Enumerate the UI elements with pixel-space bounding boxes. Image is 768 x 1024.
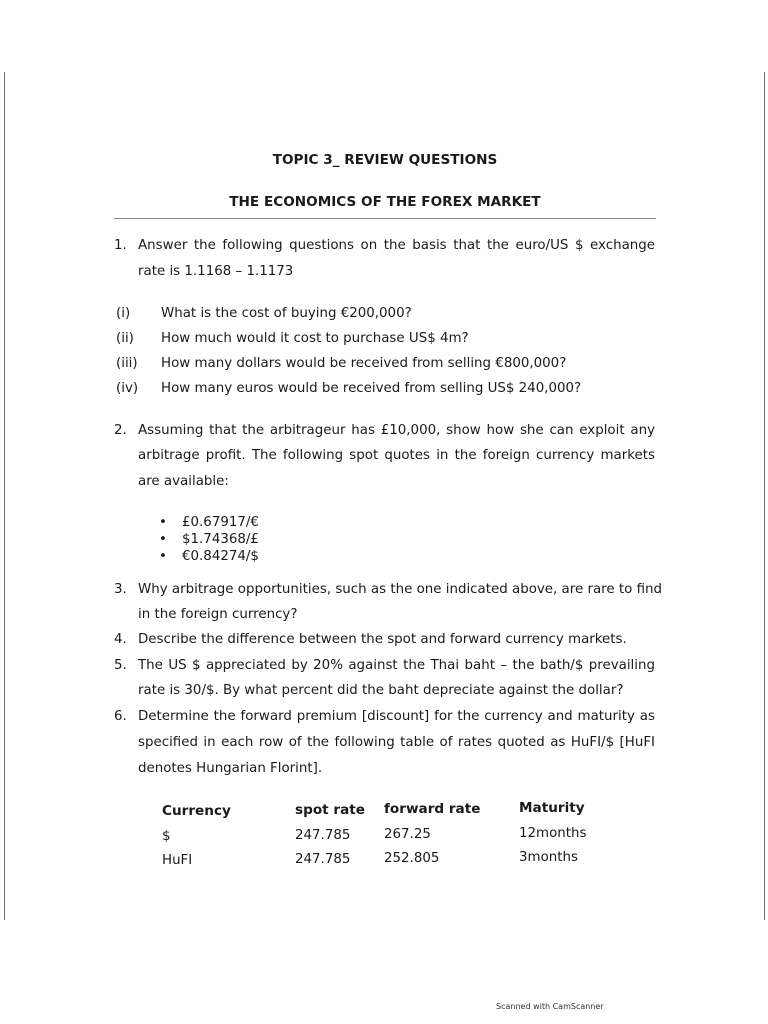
table-cell: $ [162, 829, 171, 844]
sub-question-text: How much would it cost to purchase US$ 4m? [161, 331, 469, 346]
table-cell: 247.785 [295, 852, 351, 867]
question-text-line: specified in each row of the following table of rates quoted as HuFI/$ [HuFI [138, 735, 655, 750]
question-text-line: rate is 30/$. By what percent did the baht depreciate against the dollar? [138, 683, 624, 698]
question-number: 6. [114, 709, 127, 724]
page-edge-right [764, 72, 765, 920]
bullet-icon: • [159, 532, 167, 547]
question-text-line: Determine the forward premium [discount] for the currency and maturity as [138, 709, 655, 724]
page-title: TOPIC 3_ REVIEW QUESTIONS [272, 152, 498, 168]
question-number: 1. [114, 238, 127, 253]
question-number: 3. [114, 582, 127, 597]
sub-question-text: How many euros would be received from selling US$ 240,000? [161, 381, 582, 396]
sub-question-label: (i) [116, 306, 131, 321]
scanner-watermark: Scanned with CamScanner [496, 1002, 604, 1011]
title-divider [114, 218, 656, 219]
question-text-line: Why arbitrage opportunities, such as the one indicated above, are rare to find [138, 582, 663, 597]
question-text-line: rate is 1.1168 – 1.1173 [138, 264, 294, 279]
question-text-line: in the foreign currency? [138, 607, 298, 622]
page-subtitle: THE ECONOMICS OF THE FOREX MARKET [229, 194, 541, 210]
question-text-line: Assuming that the arbitrageur has £10,000, show how she can exploit any [138, 423, 655, 438]
column-header: Maturity [519, 800, 585, 816]
table-cell: 252.805 [384, 851, 440, 866]
question-text-line: Describe the difference between the spot and forward currency markets. [138, 632, 627, 647]
sub-question-label: (iii) [116, 356, 138, 371]
sub-question-text: What is the cost of buying €200,000? [161, 306, 412, 321]
question-text-line: denotes Hungarian Florint]. [138, 761, 323, 776]
question-text-line: Answer the following questions on the basis that the euro/US $ exchange [138, 238, 655, 253]
page-edge-left [4, 72, 5, 920]
column-header: spot rate [295, 802, 365, 818]
bullet-icon: • [159, 549, 167, 564]
table-cell: HuFI [162, 853, 193, 868]
table-cell: 247.785 [295, 828, 351, 843]
column-header: Currency [162, 803, 231, 819]
table-cell: 3months [519, 850, 578, 865]
question-text-line: are available: [138, 474, 229, 489]
spot-quote: €0.84274/$ [182, 549, 259, 564]
table-cell: 267.25 [384, 827, 431, 842]
column-header: forward rate [384, 801, 481, 817]
question-number: 4. [114, 632, 127, 647]
question-number: 5. [114, 658, 127, 673]
question-text-line: arbitrage profit. The following spot quotes in the foreign currency markets [138, 448, 655, 463]
table-cell: 12months [519, 826, 587, 841]
question-text-line: The US $ appreciated by 20% against the Thai baht – the bath/$ prevailing [138, 658, 655, 673]
spot-quote: $1.74368/£ [182, 532, 259, 547]
question-number: 2. [114, 423, 127, 438]
sub-question-text: How many dollars would be received from selling €800,000? [161, 356, 567, 371]
sub-question-label: (iv) [116, 381, 139, 396]
bullet-icon: • [159, 515, 167, 530]
sub-question-label: (ii) [116, 331, 134, 346]
spot-quote: £0.67917/€ [182, 515, 259, 530]
